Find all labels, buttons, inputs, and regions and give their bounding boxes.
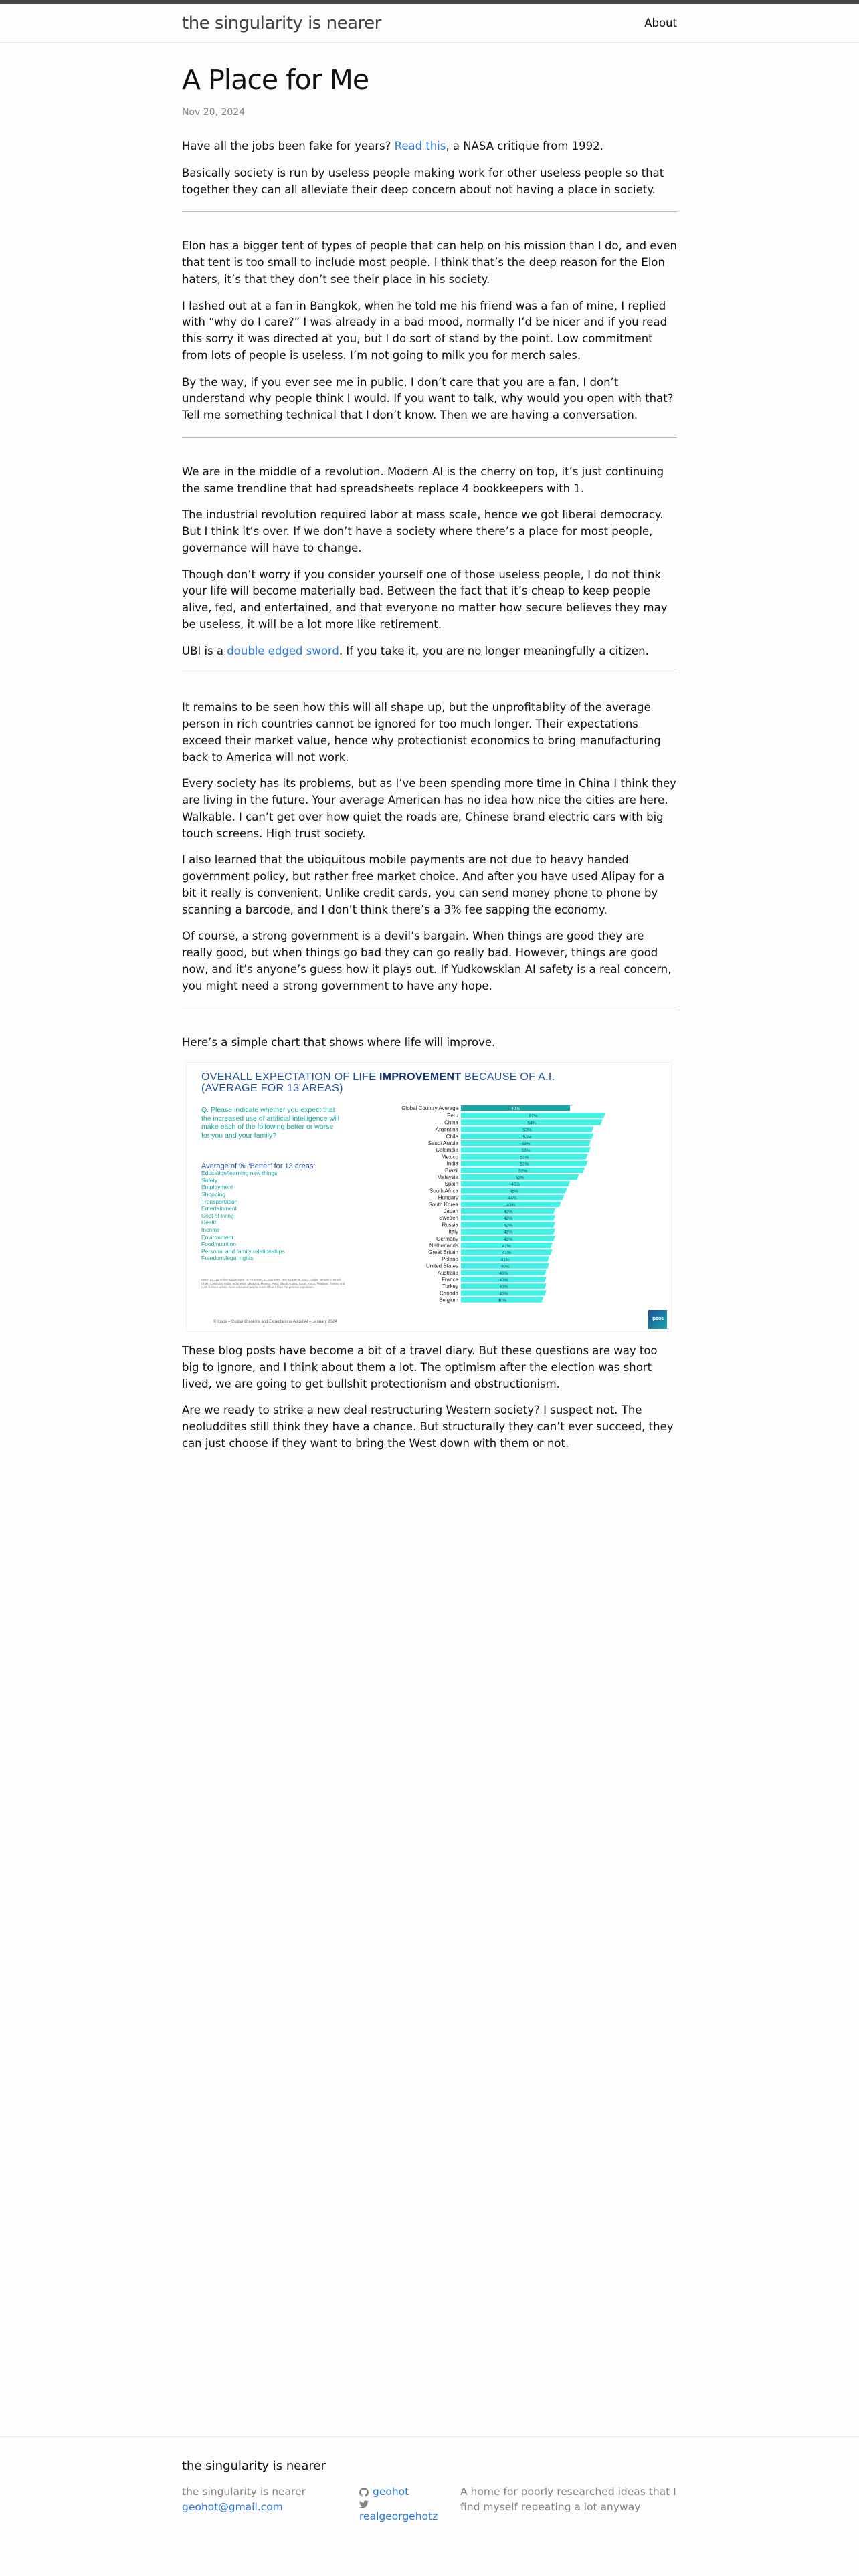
paragraph-text: We are in the middle of a revolution. Modern AI is the cherry on top, it’s just continuing the same trendline that had spreadsheets replace 4 bookkeepers with 1. [182,465,664,495]
post-main [182,64,677,1453]
chart-value-label: 53% [522,1134,532,1140]
chart-value-label: 42% [504,1237,513,1242]
footer-contact [182,2484,356,2516]
inline-link[interactable]: Read this [394,140,446,153]
paragraph-text: By the way, if you ever see me in public, I don’t care that you are a fan, I don’t understand why people think I would. If you want to talk, why would you open with that? Tell me something technical that I don’t know. Then we are having a conversation. [182,375,674,422]
chart-category-label: South Korea [428,1201,458,1208]
chart-area-item: Health [201,1219,218,1226]
paragraph-text: It remains to be seen how this will all shape up, but the unprofitablity of the average person in rich countries cannot be ignored for too much longer. Their expectations exceed their market value, hence why protectionist economics to bring manufacturing back to America will not work. [182,701,661,764]
post-paragraph [182,567,677,633]
footer-social [359,2484,473,2525]
chart-category-label: Hungary [438,1194,458,1201]
section-divider [182,437,677,438]
chart-value-label: 45% [509,1189,518,1194]
chart-value-label: 40% [500,1264,510,1269]
chart-bars [187,1063,672,1333]
chart-category-label: Turkey [442,1283,458,1290]
chart-value-label: 53% [522,1128,532,1133]
post-paragraph [182,700,677,766]
chart-value-label: 41% [502,1251,511,1256]
post-paragraph [182,238,677,288]
chart-area-item: Food/nutrition [201,1241,236,1248]
site-footer [0,2436,859,2576]
chart-title-line2: (AVERAGE FOR 13 AREAS) [201,1082,343,1094]
post-paragraph [182,374,677,424]
post-closing [182,1343,677,1453]
twitter-link[interactable]: realgeorgehotz [359,2510,438,2523]
chart-value-label: 42% [504,1230,513,1235]
chart-category-label: Italy [448,1228,458,1235]
chart-category-label: China [444,1119,458,1126]
chart-category-label: Brazil [444,1167,458,1174]
chart-area-item: Transportation [201,1198,238,1205]
post-paragraph [182,165,677,199]
chart-value-label: 57% [529,1114,538,1119]
chart-value-label: 53% [521,1148,531,1154]
paragraph-text: I also learned that the ubiquitous mobile payments are not due to heavy handed government policy, but rather free market choice. And after you have used Alipay for a bit it really is convenient. Unlike credit cards, you can send money phone to phone by scanning a barcode, and I don’t think there’s a 3% fee sapping the economy. [182,853,665,916]
chart-value-label: 52% [515,1176,524,1181]
paragraph-text: UBI is a [182,644,227,657]
chart-category-label: Great Britain [428,1249,458,1256]
post-paragraph: Are we ready to strike a new deal restructuring Western society? I suspect not. The neoluddites still think they have a chance. But structurally they can’t ever succeed, they can just choose if they want to bring the West down with them or not. [182,1404,674,1450]
paragraph-text: Though don’t worry if you consider yourself one of those useless people, I do not think your life will become materially bad. Between the fact that it’s cheap to keep people alive, fed, and entertained, and that everyone no matter how secure believes they may be useless, it will be a lot more like retirement. [182,568,668,631]
chart-category-label: Saudi Arabia [427,1140,458,1147]
chart-value-label: 52% [518,1168,528,1174]
inline-link[interactable]: double edged sword [227,644,339,657]
chart-value-label: 43% [504,1210,513,1215]
chart-category-label: United States [425,1263,458,1269]
chart-category-label: Peru [447,1113,458,1119]
paragraph-text: Of course, a strong government is a devil’s bargain. When things are good they are really good, but when things go bad they can go really bad. However, things are good now, and it’s anyone’s guess how it plays out. If Yudkowskian AI safety is a real concern, you might need a strong government to have any hope. [182,930,672,992]
chart-area-item: Freedom/legal rights [201,1255,254,1262]
chart-value-label: 42% [504,1223,513,1228]
chart-category-label: Russia [442,1222,458,1228]
chart-area-item: Entertainment [201,1205,237,1212]
chart-intro: Here’s a simple chart that shows where life will improve. [182,1036,496,1049]
chart-value-label: 41% [500,1257,510,1263]
chart-area-item: Education/learning new things [201,1170,278,1177]
chart-value-label: 42% [502,1244,511,1249]
chart-value-label: 40% [499,1278,508,1283]
paragraph-text: , a NASA critique from 1992. [446,140,603,153]
nav-about-link[interactable]: About [644,17,677,29]
chart-title-bold: IMPROVEMENT [379,1071,462,1083]
chart-category-label: Belgium [439,1297,458,1303]
chart-area-item: Income [201,1226,220,1233]
chart-source: © Ipsos – Global Opinions and Expectations About AI – January 2024 [213,1320,337,1325]
chart-value-label: 43% [506,1202,516,1208]
chart-area-item: Shopping [201,1190,225,1198]
chart-title-suffix: BECAUSE OF A.I. [461,1071,555,1083]
chart-value-label: 40% [498,1298,507,1303]
chart-category-label: Sweden [439,1215,458,1222]
post-paragraph [182,643,677,660]
chart-category-label: Australia [437,1269,458,1276]
post-paragraph [182,464,677,498]
chart-value-label: 40% [499,1285,508,1290]
chart-category-label: Germany [436,1235,458,1242]
post-paragraph [182,928,677,994]
chart-area-item: Environment [201,1233,233,1241]
paragraph-text: Elon has a bigger tent of types of people that can help on his mission than I do, and even that tent is too small to include most people. I think that’s the deep reason for the Elon haters, it’s that they don’t see their place in his society. [182,239,677,286]
chart-area-item: Personal and family relationships [201,1247,285,1255]
ai-expectation-chart [186,1062,672,1332]
chart-category-label: Netherlands [429,1243,458,1249]
site-title-link[interactable]: the singularity is nearer [182,13,381,33]
post-paragraph: These blog posts have become a bit of a travel diary. But these questions are way too big to ignore, and I think about them a lot. The optimism after the election was short lived, we are going to get bullshit protectionism and obstructionism. [182,1344,658,1390]
post-paragraph [182,507,677,556]
chart-title-prefix: OVERALL EXPECTATION OF LIFE [201,1071,379,1083]
chart-category-label: Canada [439,1290,458,1297]
post-paragraph [182,298,677,364]
footer-site-name: the singularity is nearer [182,2486,306,2498]
post-sections [182,138,677,1008]
paragraph-text: Have all the jobs been fake for years? [182,140,395,153]
chart-value-label: 44% [508,1196,517,1201]
ipsos-logo: Ipsos [648,1310,667,1329]
chart-category-label: France [442,1277,458,1283]
chart-area-item: Safety [201,1176,218,1184]
twitter-icon [359,2500,369,2509]
chart-category-label: South Africa [429,1188,458,1194]
chart-category-label: Mexico [441,1154,458,1160]
post-paragraph [182,138,677,155]
post-title: A Place for Me [182,64,369,96]
chart-value-label: 45% [511,1182,520,1188]
post-content [182,138,677,1453]
chart-value-label: 42% [504,1216,513,1222]
footer-title: the singularity is nearer [182,2459,326,2473]
post-date: Nov 20, 2024 [182,107,246,118]
paragraph-text: The industrial revolution required labor at mass scale, hence we got liberal democracy. But I think it’s over. If we don’t have a society where there’s a place for most people, governance will have to change. [182,508,664,554]
github-link[interactable]: geohot [373,2486,409,2498]
section-divider [182,211,677,212]
paragraph-text: . If you take it, you are no longer meaningfully a citizen. [339,644,649,657]
chart-value-label: 52% [520,1162,529,1167]
chart-area-item: Cost of living [201,1212,234,1219]
chart-global-label: Global Country Average [401,1105,458,1112]
chart-value-label: 54% [527,1121,537,1126]
chart-note: Base: 23,216 online adults aged 16-74 across 31 countries, Nov 24-Dec 8, 2023. Online sample in Brazil, Chile, Colombia, India, Indonesia, Malaysia, Mexico, Peru, Saudi Arabia, South Africa, Thailand, Turkey and UAE is more urban, more educated and/or more affluent than the general population. [201,1278,345,1289]
paragraph-text: Every society has its problems, but as I’ve been spending more time in China I think they are living in the future. Your average American has no idea how nice the cities are here. Walkable. I can’t get over how quiet the roads are, Chinese brand electric cars with big touch screens. High trust society. [182,777,676,840]
chart-value-label: 52% [520,1155,529,1160]
chart-value-label: 53% [521,1142,531,1147]
paragraph-text: Basically society is run by useless people making work for other useless people so that together they can all alleviate their deep concern about not having a place in society. [182,166,664,196]
chart-category-label: Argentina [435,1126,458,1133]
paragraph-text: I lashed out at a fan in Bangkok, when he told me his friend was a fan of mine, I replied with “why do I care?” I was already in a bad mood, normally I’d be nicer and if you read this sorry it was directed at you, but I do sort of stand by the point. Low commitment from lots of people is useless. I’m not going to milk you for merch sales. [182,299,668,362]
chart-area-item: Employment [201,1184,233,1191]
chart-global-value-label: 40% [511,1107,520,1112]
chart-average-heading: Average of % “Better” for 13 areas: [201,1162,316,1171]
chart-value-label: 40% [499,1271,508,1276]
post-paragraph [182,776,677,842]
footer-email-link[interactable]: geohot@gmail.com [182,2501,283,2514]
post-paragraph [182,852,677,918]
chart-category-label: Malaysia [437,1174,458,1181]
chart-category-label: India [446,1160,458,1167]
chart-question: Q. Please indicate whether you expect that the increased use of artificial intelligence will make each of the following better or worse for you and your family? [201,1106,340,1140]
github-icon [359,2488,369,2497]
site-header [0,4,859,43]
chart-value-label: 40% [499,1291,508,1297]
chart-category-label: Japan [444,1208,458,1215]
chart-category-label: Chile [446,1133,458,1140]
chart-category-label: Spain [444,1181,458,1188]
chart-category-label: Poland [442,1256,458,1263]
chart-category-label: Colombia [436,1147,458,1154]
footer-description: A home for poorly researched ideas that I find myself repeating a lot anyway [460,2486,676,2514]
